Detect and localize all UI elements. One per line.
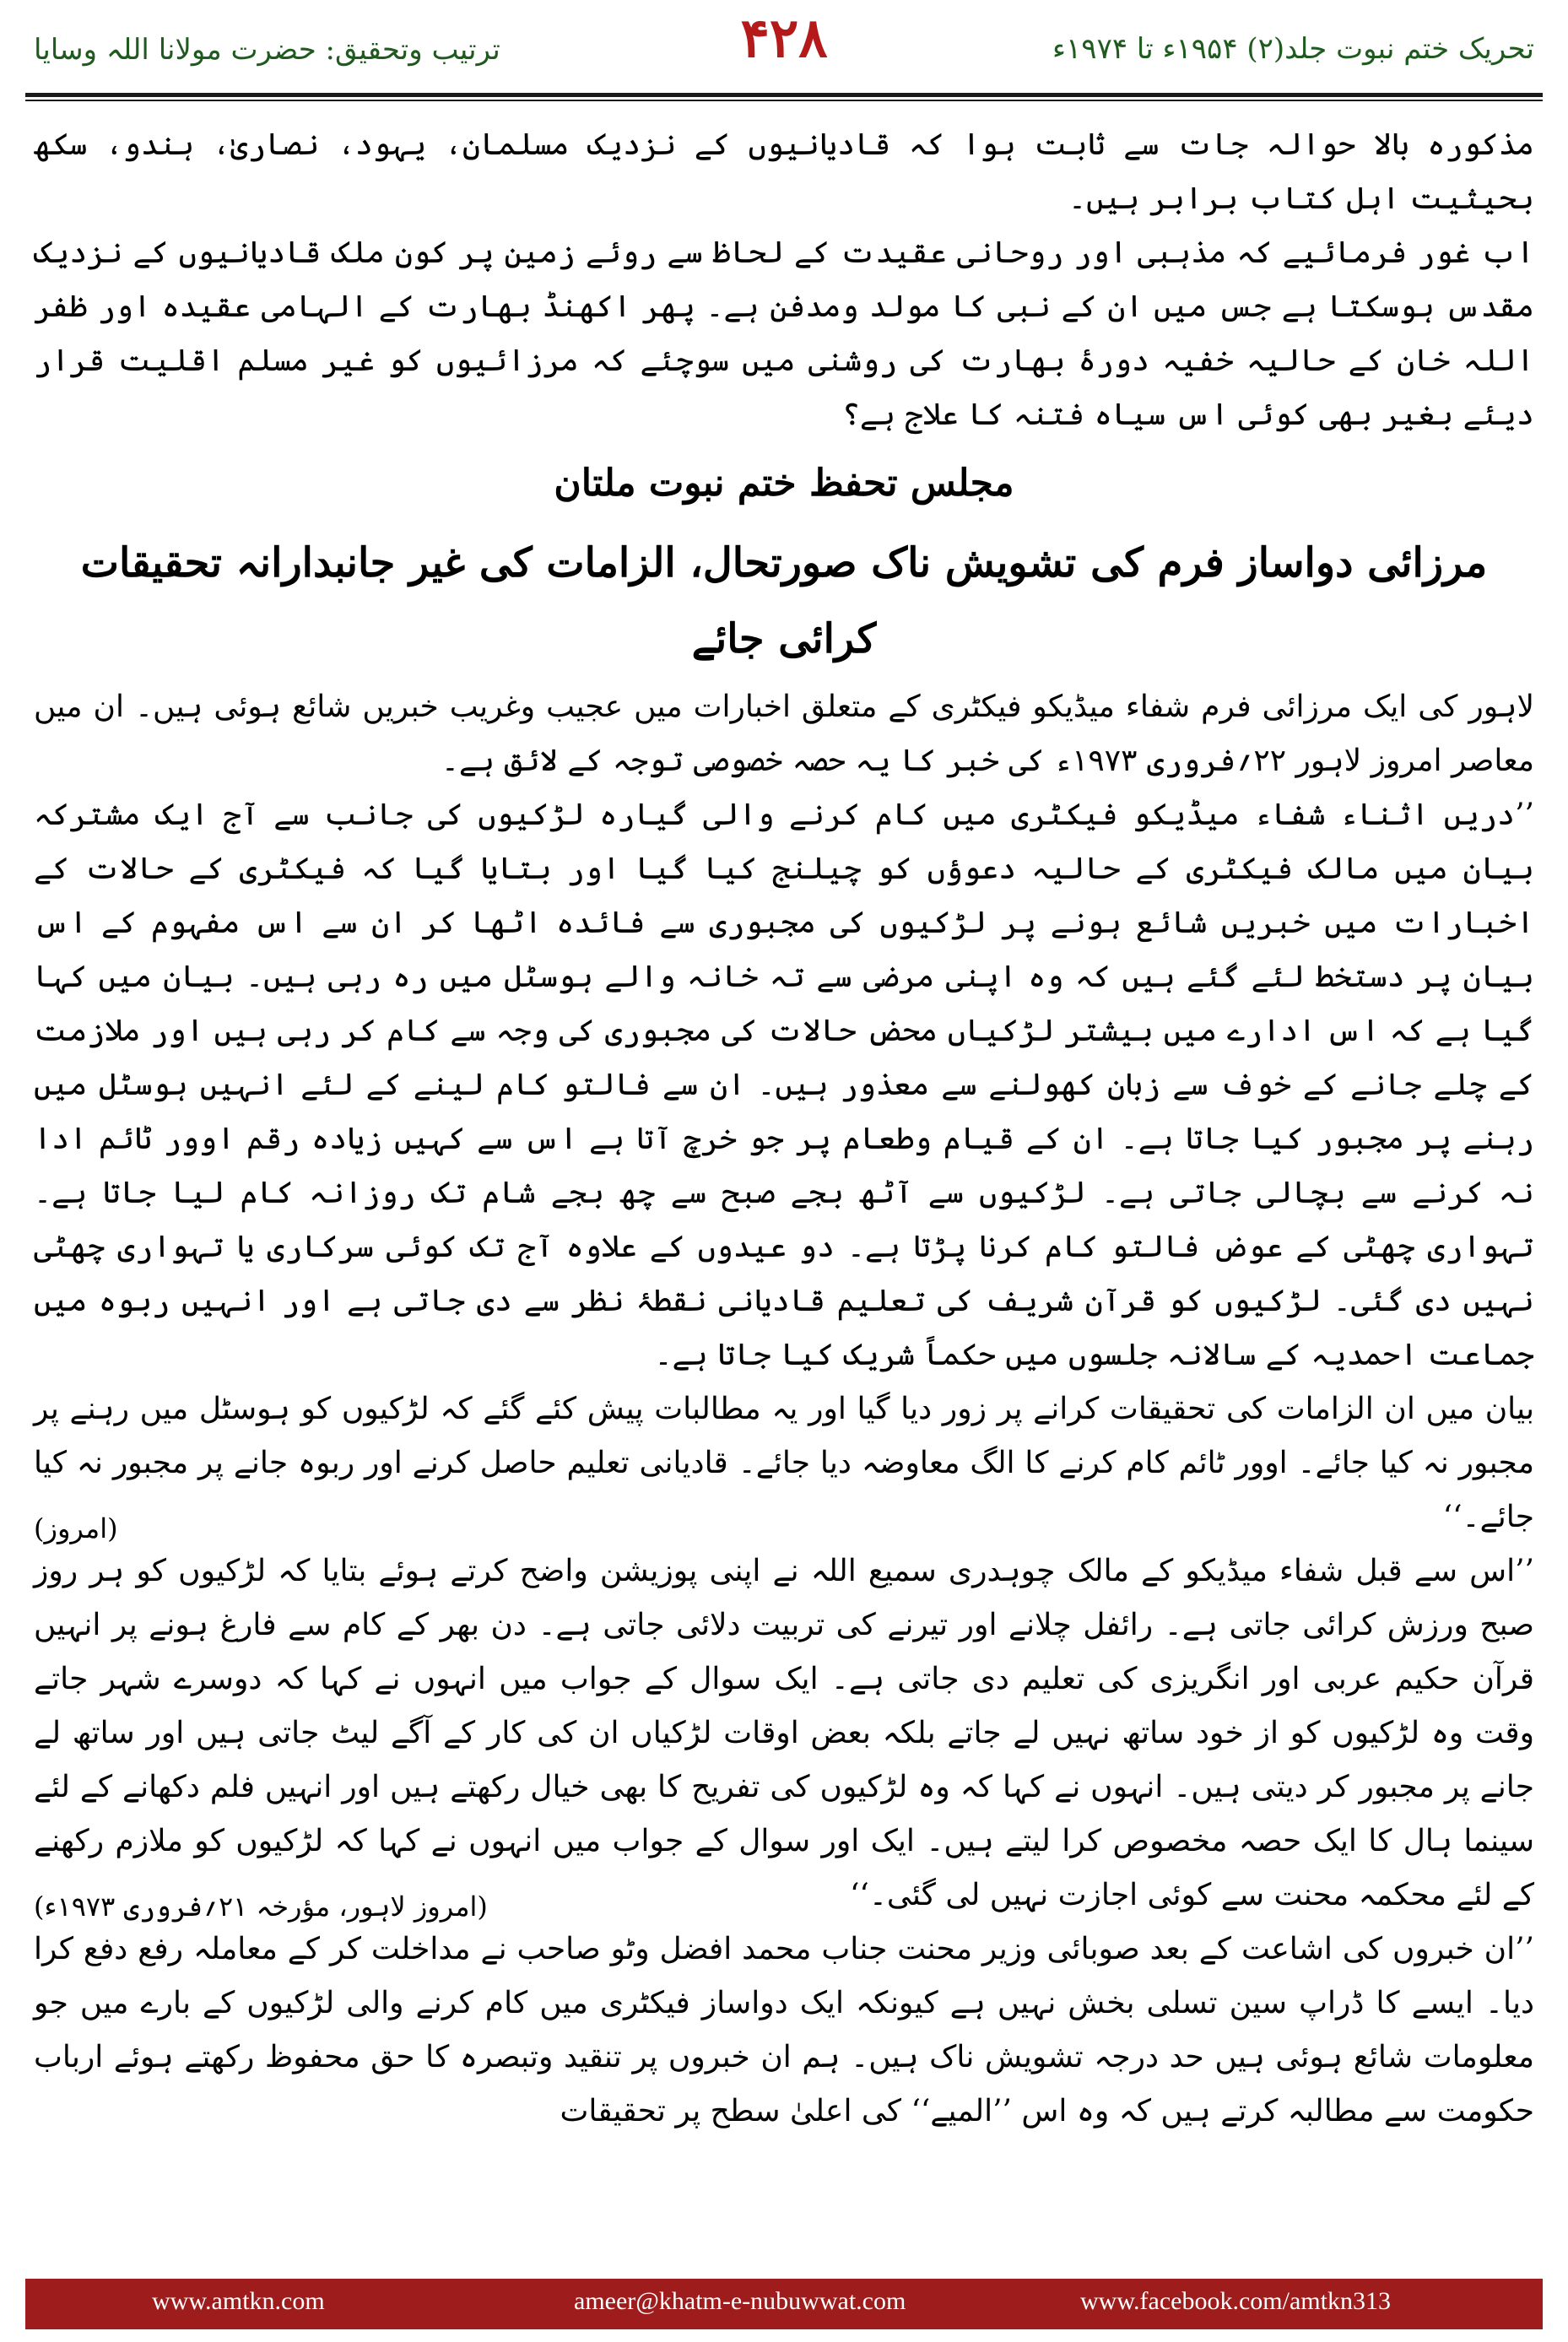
book-title: تحریک ختم نبوت جلد(۲) ۱۹۵۴ء تا ۱۹۷۴ء — [1052, 32, 1534, 66]
page-number: ۴۲۸ — [740, 7, 828, 70]
quoted-paragraph: ’’دریں اثناء شفاء میڈیکو فیکٹری میں کام کرنے والی گیارہ لڑکیوں کی جانب سے آج ایک مشترکہ بیان میں مالک فیکٹری کے حالیہ دعوؤں کو چیلنج کیا گیا اور بتایا گیا کہ فیکٹری کے حالات کے اخبارات میں خبریں شائع ہونے پر لڑکیوں کی مجبوری سے فائدہ اٹھا کر ان سے اس مفہوم کے اس بیان پر دستخط لئے گئے ہیں کہ وہ اپنی مرضی سے تہ خانہ والے ہوسٹل میں رہ رہی ہیں۔ بیان میں کہا گیا ہے کہ اس ادارے میں بیشتر لڑکیاں محض حالات کی مجبوری کی وجہ سے کام کر رہی ہیں اور ملازمت کے چلے جانے کے خوف سے زبان کھولنے سے معذور ہیں۔ ان سے فالتو کام لینے کے لئے انہیں ہوسٹل میں رہنے پر مجبور کیا جاتا ہے۔ ان کے قیام وطعام پر جو خرچ آتا ہے اس سے کہیں زیادہ رقم اوور ٹائم ادا نہ کرنے سے بچالی جاتی ہے۔ لڑکیوں سے آٹھ بجے صبح سے چھ بجے شام تک روزانہ کام لیا جاتا ہے۔ تہواری چھٹی کے عوض فالتو کام کرنا پڑتا ہے۔ دو عیدوں کے علاوہ آج تک کوئی سرکاری یا تہواری چھٹی نہیں دی گئی۔ لڑکیوں کو قرآن شریف کی تعلیم قادیانی نقطۂ نظر سے دی جاتی ہے اور انہیں ربوہ میں جماعت احمدیہ کے سالانہ جلسوں میں حکماً شریک کیا جاتا ہے۔ — [34, 798, 1534, 1372]
header-rule — [25, 93, 1543, 97]
page-body — [34, 118, 1534, 2245]
header-rule-thin — [25, 100, 1543, 101]
quoted-paragraph: ’’اس سے قبل شفاء میڈیکو کے مالک چوہدری سمیع اللہ نے اپنی پوزیشن واضح کرتے ہوئے بتایا کہ لڑکیوں کو ہر روز صبح ورزش کرائی جاتی ہے۔ رائفل چلانے اور تیرنے کی تربیت دلائی جاتی ہے۔ دن بھر کے کام سے فارغ ہونے پر انہیں قرآن حکیم عربی اور انگریزی کی تعلیم دی جاتی ہے۔ ایک سوال کے جواب میں انہوں نے کہا کہ دوسرے شہر جاتے وقت وہ لڑکیوں کو از خود ساتھ نہیں لے جاتے بلکہ بعض اوقات لڑکیاں ان کی کار کے آگے لیٹ جاتی ہیں اور ساتھ لے جانے پر مجبور کر دیتی ہیں۔ انہوں نے کہا کہ وہ لڑکیوں کی تفریح کا بھی خیال رکھتے ہیں اور انہیں فلم دکھانے کے لئے سینما ہال کا ایک حصہ مخصوص کرا لیتے ہیں۔ ایک اور سوال کے جواب میں انہوں نے کہا کہ لڑکیوں کو ملازم رکھنے کے لئے محکمہ محنت سے کوئی اجازت نہیں لی گئی۔‘‘ — [34, 1554, 1534, 1912]
paragraph: لاہور کی ایک مرزائی فرم شفاء میڈیکو فیکٹری کے متعلق اخبارات میں عجیب وغریب خبریں شائع ہوئی ہیں۔ ان میں معاصر امروز لاہور ۲۲؍فروری ۱۹۷۳ء کی خبر کا یہ حصہ خصوصی توجہ کے لائق ہے۔ — [34, 690, 1534, 778]
page-footer — [25, 2279, 1543, 2329]
email-link[interactable]: ameer@khatm-e-nubuwwat.com — [574, 2287, 906, 2315]
article-heading: مرزائی دواساز فرم کی تشویش ناک صورتحال، الزامات کی غیر جانبدارانہ تحقیقات کرائی جائے — [80, 539, 1488, 663]
quoted-paragraph: بیان میں ان الزامات کی تحقیقات کرانے پر زور دیا گیا اور یہ مطالبات پیش کئے گئے کہ لڑکیوں کو ہوسٹل میں رہنے پر مجبور نہ کیا جائے۔ اوور ٹائم کام کرنے کا الگ معاوضہ دیا جائے۔ قادیانی تعلیم حاصل کرنے اور ربوہ جانے پر مجبور نہ کیا جائے۔‘‘ — [34, 1392, 1534, 1534]
source-citation: (امروز لاہور، مؤرخہ ۲۱؍فروری ۱۹۷۳ء) — [34, 1890, 488, 1923]
source-citation: (امروز) — [34, 1512, 118, 1544]
website-link[interactable]: www.amtkn.com — [152, 2287, 325, 2315]
paragraph: اب غور فرمائیے کہ مذہبی اور روحانی عقیدت کے لحاظ سے روئے زمین پر کون ملک قادیانیوں کے نزدیک مقدس ہوسکتا ہے جس میں ان کے نبی کا مولد ومدفن ہے۔ پھر اکھنڈ بھارت کے الہامی عقیدہ اور ظفر اللہ خان کے حالیہ خفیہ دورۂ بھارت کی روشنی میں سوچئے کہ مرزائیوں کو غیر مسلم اقلیت قرار دیئے بغیر بھی کوئی اس سیاہ فتنہ کا علاج ہے؟ — [34, 235, 1534, 432]
paragraph: مذکورہ بالا حوالہ جات سے ثابت ہوا کہ قادیانیوں کے نزدیک مسلمان، یہود، نصاریٰ، ہندو، سکھ بحیثیت اہل کتاب برابر ہیں۔ — [34, 127, 1534, 216]
facebook-link[interactable]: www.facebook.com/amtkn313 — [1080, 2287, 1391, 2315]
quote-block — [34, 1544, 1534, 1923]
quote-block — [34, 1382, 1534, 1544]
compiler-credit: ترتیب وتحقیق: حضرت مولانا اللہ وسایا — [34, 33, 500, 67]
quoted-paragraph: ’’ان خبروں کی اشاعت کے بعد صوبائی وزیر محنت جناب محمد افضل وٹو صاحب نے مداخلت کر کے معاملہ رفع دفع کرا دیا۔ ایسے کا ڈراپ سین تسلی بخش نہیں ہے کیونکہ ایک دواساز فیکٹری میں کام کرنے والی لڑکیوں کے بارے میں جو معلومات شائع ہوئی ہیں حد درجہ تشویش ناک ہیں۔ ہم ان خبروں پر تنقید وتبصرہ کا حق محفوظ رکھتے ہوئے ارباب حکومت سے مطالبہ کرتے ہیں کہ وہ اس ’’المیے‘‘ کی اعلیٰ سطح پر تحقیقات — [34, 1932, 1534, 2128]
page-header — [0, 0, 1568, 97]
section-heading: مجلس تحفظ ختم نبوت ملتان — [554, 462, 1014, 505]
